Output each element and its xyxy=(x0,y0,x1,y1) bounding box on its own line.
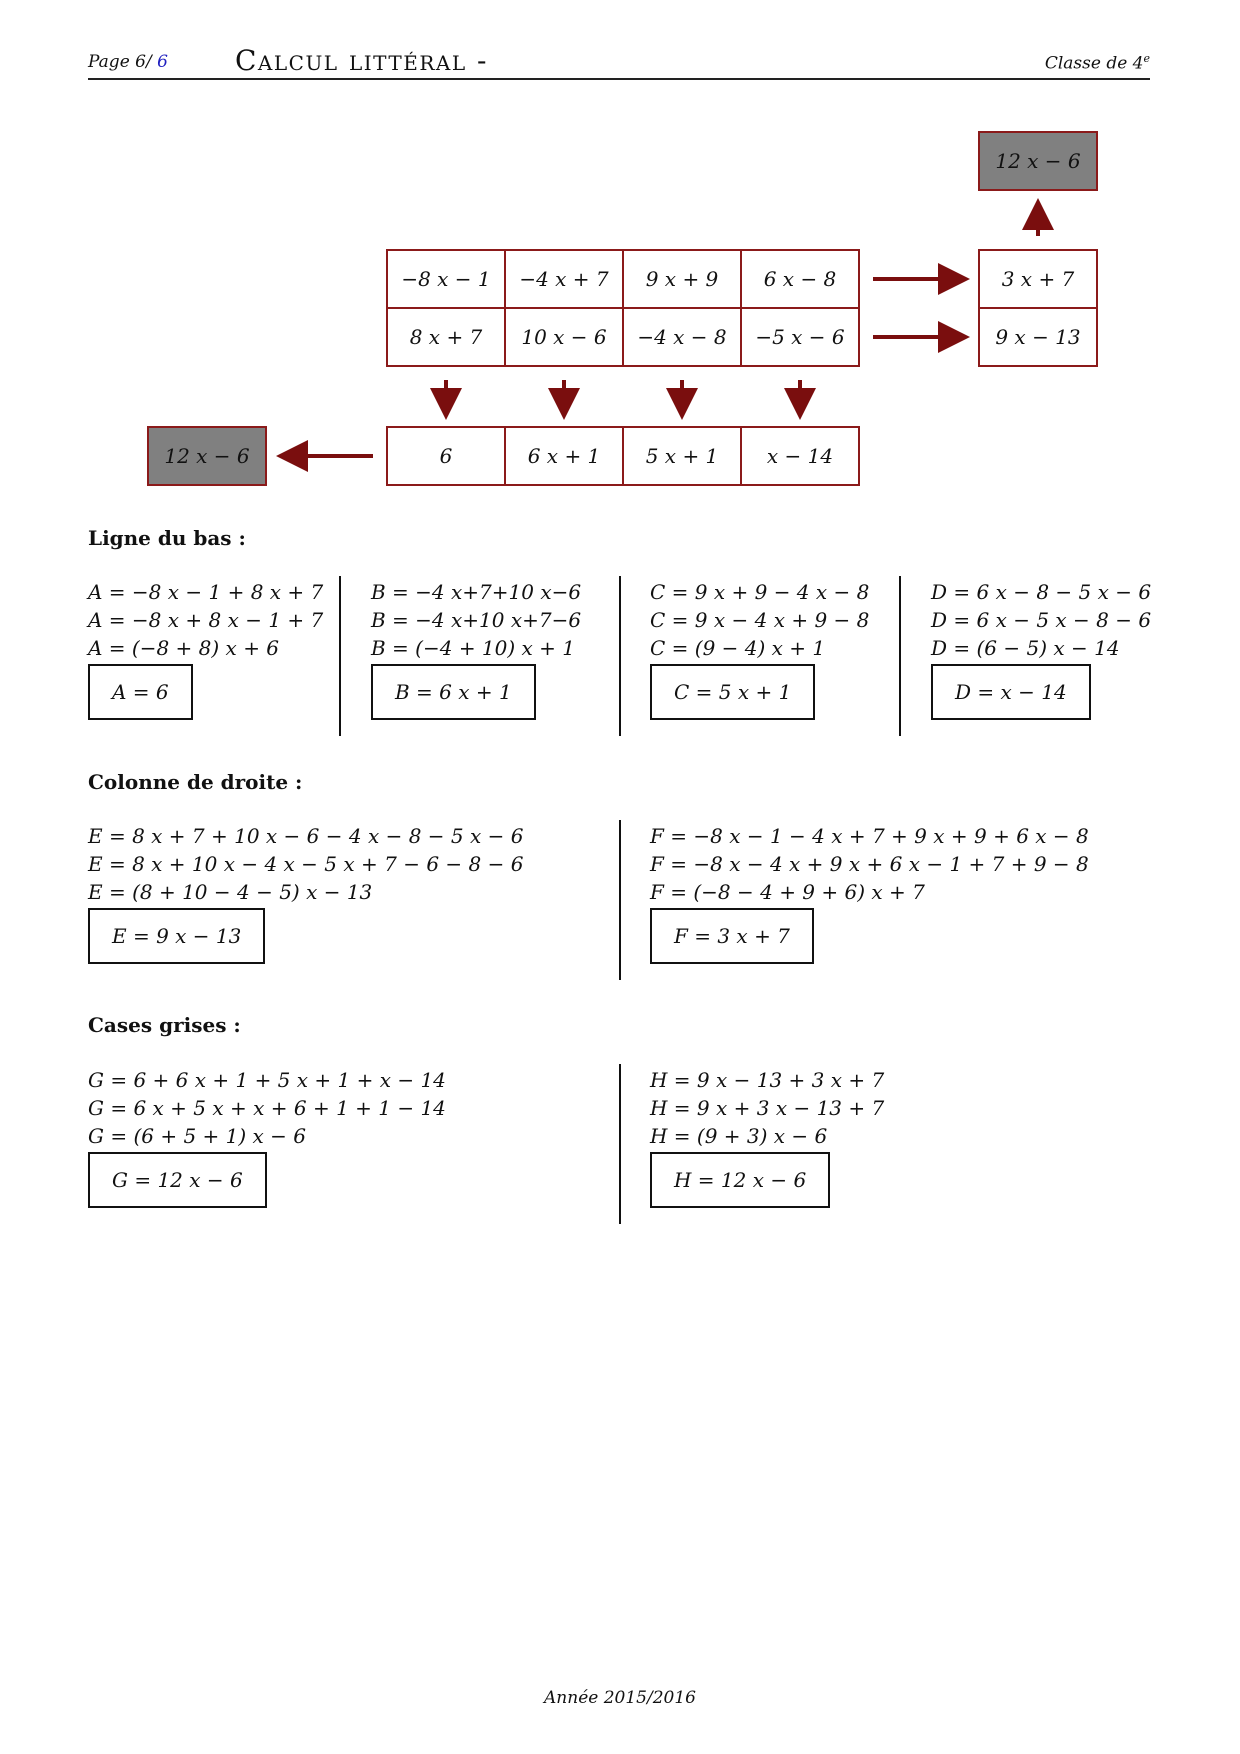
row1-cell-1: −8 x − 1 xyxy=(386,249,506,309)
result-box-h: H = 12 x − 6 xyxy=(650,1152,830,1208)
column-separator xyxy=(339,576,341,736)
row1-cell-2: −4 x + 7 xyxy=(504,249,624,309)
calc-line: G = 6 + 6 x + 1 + 5 x + 1 + x − 14 xyxy=(88,1068,446,1092)
bottom-cell-1: 6 xyxy=(386,426,506,486)
page-total-link[interactable]: 6 xyxy=(157,52,168,72)
calc-column-g xyxy=(88,1066,446,1208)
document-title: Calcul littéral - xyxy=(235,44,488,77)
result-box-f: F = 3 x + 7 xyxy=(650,908,814,964)
page-number: Page 6/ 6 xyxy=(88,52,168,72)
column-separator xyxy=(619,576,621,736)
result-box-a: A = 6 xyxy=(88,664,193,720)
result-box-g: G = 12 x − 6 xyxy=(88,1152,267,1208)
calc-line: G = (6 + 5 + 1) x − 6 xyxy=(88,1124,307,1148)
bottom-cell-4: x − 14 xyxy=(740,426,860,486)
result-box-d: D = x − 14 xyxy=(931,664,1091,720)
calc-line: B = (−4 + 10) x + 1 xyxy=(371,636,576,660)
calc-line: D = 6 x − 5 x − 8 − 6 xyxy=(931,608,1152,632)
row2-cell-3: −4 x − 8 xyxy=(622,307,742,367)
row1-cell-4: 6 x − 8 xyxy=(740,249,860,309)
calc-column-c xyxy=(650,578,869,720)
section-title-colonne-de-droite: Colonne de droite : xyxy=(88,770,303,794)
row1-cell-3: 9 x + 9 xyxy=(622,249,742,309)
row2-cell-2: 10 x − 6 xyxy=(504,307,624,367)
result-box-e: E = 9 x − 13 xyxy=(88,908,265,964)
row1-result-cell: 3 x + 7 xyxy=(978,249,1098,309)
section-title-cases-grises: Cases grises : xyxy=(88,1013,241,1037)
calc-line: E = (8 + 10 − 4 − 5) x − 13 xyxy=(88,880,373,904)
calc-line: C = 9 x − 4 x + 9 − 8 xyxy=(650,608,870,632)
bottom-cell-2: 6 x + 1 xyxy=(504,426,624,486)
row2-result-cell: 9 x − 13 xyxy=(978,307,1098,367)
column-separator xyxy=(619,1064,621,1224)
calc-column-a xyxy=(88,578,323,720)
calc-column-e xyxy=(88,822,523,964)
calc-column-b xyxy=(371,578,581,720)
calc-line: A = −8 x − 1 + 8 x + 7 xyxy=(88,580,324,604)
calc-line: H = 9 x + 3 x − 13 + 7 xyxy=(650,1096,885,1120)
calc-line: H = 9 x − 13 + 3 x + 7 xyxy=(650,1068,885,1092)
calc-line: E = 8 x + 7 + 10 x − 6 − 4 x − 8 − 5 x − 6 xyxy=(88,824,524,848)
calc-column-d xyxy=(931,578,1151,720)
result-box-c: C = 5 x + 1 xyxy=(650,664,815,720)
calc-line: D = 6 x − 8 − 5 x − 6 xyxy=(931,580,1152,604)
column-separator xyxy=(619,820,621,980)
calc-line: C = 9 x + 9 − 4 x − 8 xyxy=(650,580,870,604)
calc-line: D = (6 − 5) x − 14 xyxy=(931,636,1120,660)
calc-line: H = (9 + 3) x − 6 xyxy=(650,1124,828,1148)
column-separator xyxy=(899,576,901,736)
calc-column-h xyxy=(650,1066,884,1208)
calc-line: F = −8 x − 4 x + 9 x + 6 x − 1 + 7 + 9 − 8 xyxy=(650,852,1089,876)
calc-line: G = 6 x + 5 x + x + 6 + 1 + 1 − 14 xyxy=(88,1096,446,1120)
bottom-cell-3: 5 x + 1 xyxy=(622,426,742,486)
gray-cell-bottom-left: 12 x − 6 xyxy=(147,426,267,486)
row2-cell-1: 8 x + 7 xyxy=(386,307,506,367)
calc-line: A = −8 x + 8 x − 1 + 7 xyxy=(88,608,324,632)
section-title-ligne-du-bas: Ligne du bas : xyxy=(88,526,246,550)
calc-line: B = −4 x+7+10 x−6 xyxy=(371,580,582,604)
calc-line: F = −8 x − 1 − 4 x + 7 + 9 x + 9 + 6 x − 8 xyxy=(650,824,1089,848)
footer-year: Année 2015/2016 xyxy=(544,1688,696,1708)
calc-line: B = −4 x+10 x+7−6 xyxy=(371,608,582,632)
calc-line: A = (−8 + 8) x + 6 xyxy=(88,636,280,660)
calc-line: C = (9 − 4) x + 1 xyxy=(650,636,826,660)
calc-line: E = 8 x + 10 x − 4 x − 5 x + 7 − 6 − 8 − 6 xyxy=(88,852,524,876)
result-box-b: B = 6 x + 1 xyxy=(371,664,536,720)
class-label: Classe de 4e xyxy=(1044,52,1150,74)
calc-line: F = (−8 − 4 + 9 + 6) x + 7 xyxy=(650,880,925,904)
calc-column-f xyxy=(650,822,1089,964)
gray-cell-top-right: 12 x − 6 xyxy=(978,131,1098,191)
row2-cell-4: −5 x − 6 xyxy=(740,307,860,367)
